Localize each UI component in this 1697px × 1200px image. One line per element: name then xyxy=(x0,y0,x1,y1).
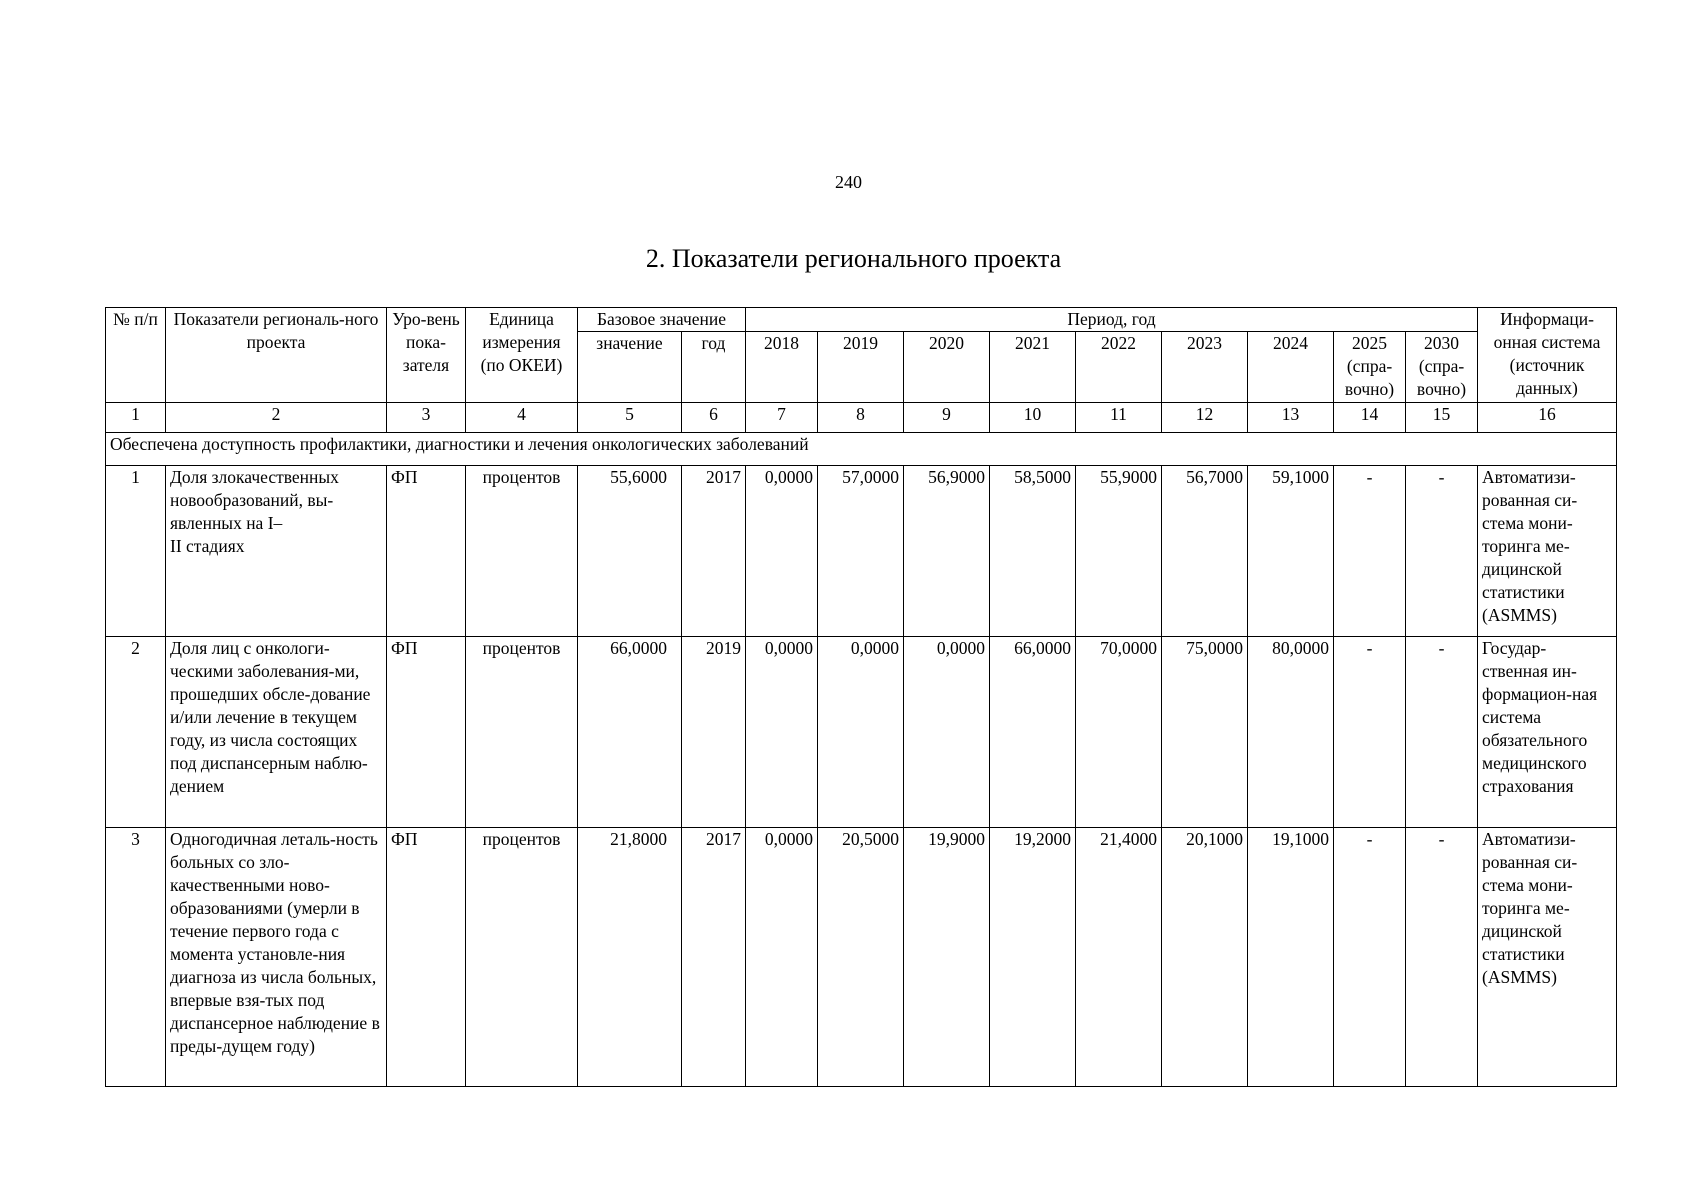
row-value-2023: 20,1000 xyxy=(1162,828,1248,1087)
row-value-2030: - xyxy=(1406,466,1478,637)
header-year-2024: 2024 xyxy=(1248,332,1334,403)
row-value-2019: 0,0000 xyxy=(818,637,904,828)
row-indicator: Доля лиц с онкологи-ческими заболевания-ми, прошедших обсле-дование и/или лечение в текущем году, из числа состоящих под диспансерным наблю-дением xyxy=(166,637,387,828)
header-base-value: значение xyxy=(578,332,682,403)
column-number: 7 xyxy=(746,403,818,433)
header-unit: Единица измерения (по ОКЕИ) xyxy=(466,308,578,403)
row-value-2019: 20,5000 xyxy=(818,828,904,1087)
header-year-2023: 2023 xyxy=(1162,332,1248,403)
row-indicator: Доля злокачественных новообразований, вы-явленных на I– II стадиях xyxy=(166,466,387,637)
column-number: 2 xyxy=(166,403,387,433)
header-year-2025: 2025 (спра-вочно) xyxy=(1334,332,1406,403)
header-year-2019: 2019 xyxy=(818,332,904,403)
row-value-2023: 56,7000 xyxy=(1162,466,1248,637)
column-number: 10 xyxy=(990,403,1076,433)
row-base-year: 2017 xyxy=(682,466,746,637)
row-value-2022: 21,4000 xyxy=(1076,828,1162,1087)
column-number: 11 xyxy=(1076,403,1162,433)
header-year-2030: 2030 (спра-вочно) xyxy=(1406,332,1478,403)
column-number: 3 xyxy=(387,403,466,433)
row-value-2021: 66,0000 xyxy=(990,637,1076,828)
header-year-2022: 2022 xyxy=(1076,332,1162,403)
header-period-group: Период, год xyxy=(746,308,1478,332)
header-year-2021: 2021 xyxy=(990,332,1076,403)
table-row xyxy=(106,637,1617,828)
row-value-2022: 55,9000 xyxy=(1076,466,1162,637)
row-indicator: Одногодичная леталь-ность больных со зло-качественными ново-образованиями (умерли в течение первого года с момента установле-ния диагноза из числа больных, впервые взя-тых под диспансерное наблюдение в преды-дущем году) xyxy=(166,828,387,1087)
row-value-2023: 75,0000 xyxy=(1162,637,1248,828)
column-number: 13 xyxy=(1248,403,1334,433)
table-row xyxy=(106,828,1617,1087)
column-number: 1 xyxy=(106,403,166,433)
row-level: ФП xyxy=(387,637,466,828)
page-number: 240 xyxy=(835,172,862,192)
row-info-system: Автоматизи-рованная си-стема мони-торинга ме-дицинской статистики (ASMMS) xyxy=(1478,466,1617,637)
row-value-2025: - xyxy=(1334,637,1406,828)
row-value-2024: 80,0000 xyxy=(1248,637,1334,828)
section-title: Обеспечена доступность профилактики, диагностики и лечения онкологических заболеваний xyxy=(106,433,1617,466)
row-num: 3 xyxy=(106,828,166,1087)
column-number-row xyxy=(106,403,1617,433)
row-value-2024: 19,1000 xyxy=(1248,828,1334,1087)
row-value-2019: 57,0000 xyxy=(818,466,904,637)
row-value-2018: 0,0000 xyxy=(746,466,818,637)
header-base-group: Базовое значение xyxy=(578,308,746,332)
header-num: № п/п xyxy=(106,308,166,403)
row-value-2020: 19,9000 xyxy=(904,828,990,1087)
row-value-2030: - xyxy=(1406,828,1478,1087)
row-value-2020: 56,9000 xyxy=(904,466,990,637)
column-number: 5 xyxy=(578,403,682,433)
column-number: 14 xyxy=(1334,403,1406,433)
page-title: 2. Показатели регионального проекта xyxy=(645,244,1062,273)
header-row-1 xyxy=(106,308,1617,332)
row-base-value: 21,8000 xyxy=(578,828,682,1087)
row-value-2022: 70,0000 xyxy=(1076,637,1162,828)
table-row xyxy=(106,466,1617,637)
row-unit: процентов xyxy=(466,466,578,637)
row-value-2025: - xyxy=(1334,828,1406,1087)
section-row xyxy=(106,433,1617,466)
row-info-system: Государ-ственная ин-формацион-ная система обязательного медицинского страхования xyxy=(1478,637,1617,828)
row-base-value: 55,6000 xyxy=(578,466,682,637)
column-number: 15 xyxy=(1406,403,1478,433)
row-unit: процентов xyxy=(466,637,578,828)
header-info-system: Информаци-онная система (источник данных) xyxy=(1478,308,1617,403)
row-base-year: 2017 xyxy=(682,828,746,1087)
header-base-year: год xyxy=(682,332,746,403)
row-value-2021: 58,5000 xyxy=(990,466,1076,637)
row-base-value: 66,0000 xyxy=(578,637,682,828)
column-number: 4 xyxy=(466,403,578,433)
column-number: 9 xyxy=(904,403,990,433)
header-indicator: Показатели региональ-ного проекта xyxy=(166,308,387,403)
row-value-2018: 0,0000 xyxy=(746,637,818,828)
row-value-2030: - xyxy=(1406,637,1478,828)
column-number: 16 xyxy=(1478,403,1617,433)
row-value-2024: 59,1000 xyxy=(1248,466,1334,637)
header-level: Уро-вень пока-зателя xyxy=(387,308,466,403)
row-level: ФП xyxy=(387,466,466,637)
column-number: 8 xyxy=(818,403,904,433)
row-info-system: Автоматизи-рованная си-стема мони-торинга ме-дицинской статистики (ASMMS) xyxy=(1478,828,1617,1087)
column-number: 12 xyxy=(1162,403,1248,433)
row-level: ФП xyxy=(387,828,466,1087)
row-unit: процентов xyxy=(466,828,578,1087)
row-num: 2 xyxy=(106,637,166,828)
header-year-2018: 2018 xyxy=(746,332,818,403)
column-number: 6 xyxy=(682,403,746,433)
indicators-table xyxy=(105,307,1617,1087)
row-value-2021: 19,2000 xyxy=(990,828,1076,1087)
header-year-2020: 2020 xyxy=(904,332,990,403)
row-base-year: 2019 xyxy=(682,637,746,828)
row-num: 1 xyxy=(106,466,166,637)
row-value-2025: - xyxy=(1334,466,1406,637)
row-value-2018: 0,0000 xyxy=(746,828,818,1087)
row-value-2020: 0,0000 xyxy=(904,637,990,828)
